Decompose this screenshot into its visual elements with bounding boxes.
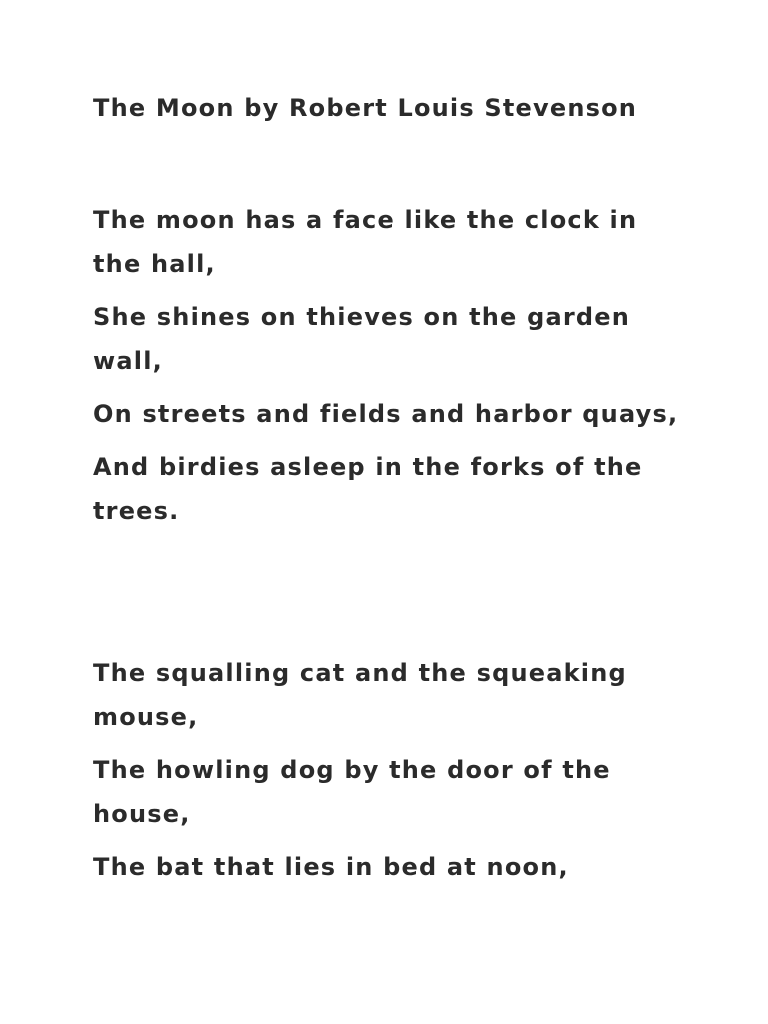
stanza-2 [93, 651, 693, 898]
poem-title: The Moon by Robert Louis Stevenson [93, 94, 638, 122]
poem-line: The howling dog by the door of the house, [93, 756, 611, 828]
poem-line: On streets and fields and harbor quays, [93, 400, 679, 428]
poem-line: The squalling cat and the squeaking mouse, [93, 659, 627, 731]
stanza-1 [93, 198, 693, 542]
poem-line: The moon has a face like the clock in the hall, [93, 206, 638, 278]
poem-line: The bat that lies in bed at noon, [93, 853, 569, 881]
poem-line: She shines on thieves on the garden wall, [93, 303, 631, 375]
poem-line: And birdies asleep in the forks of the trees. [93, 453, 643, 525]
